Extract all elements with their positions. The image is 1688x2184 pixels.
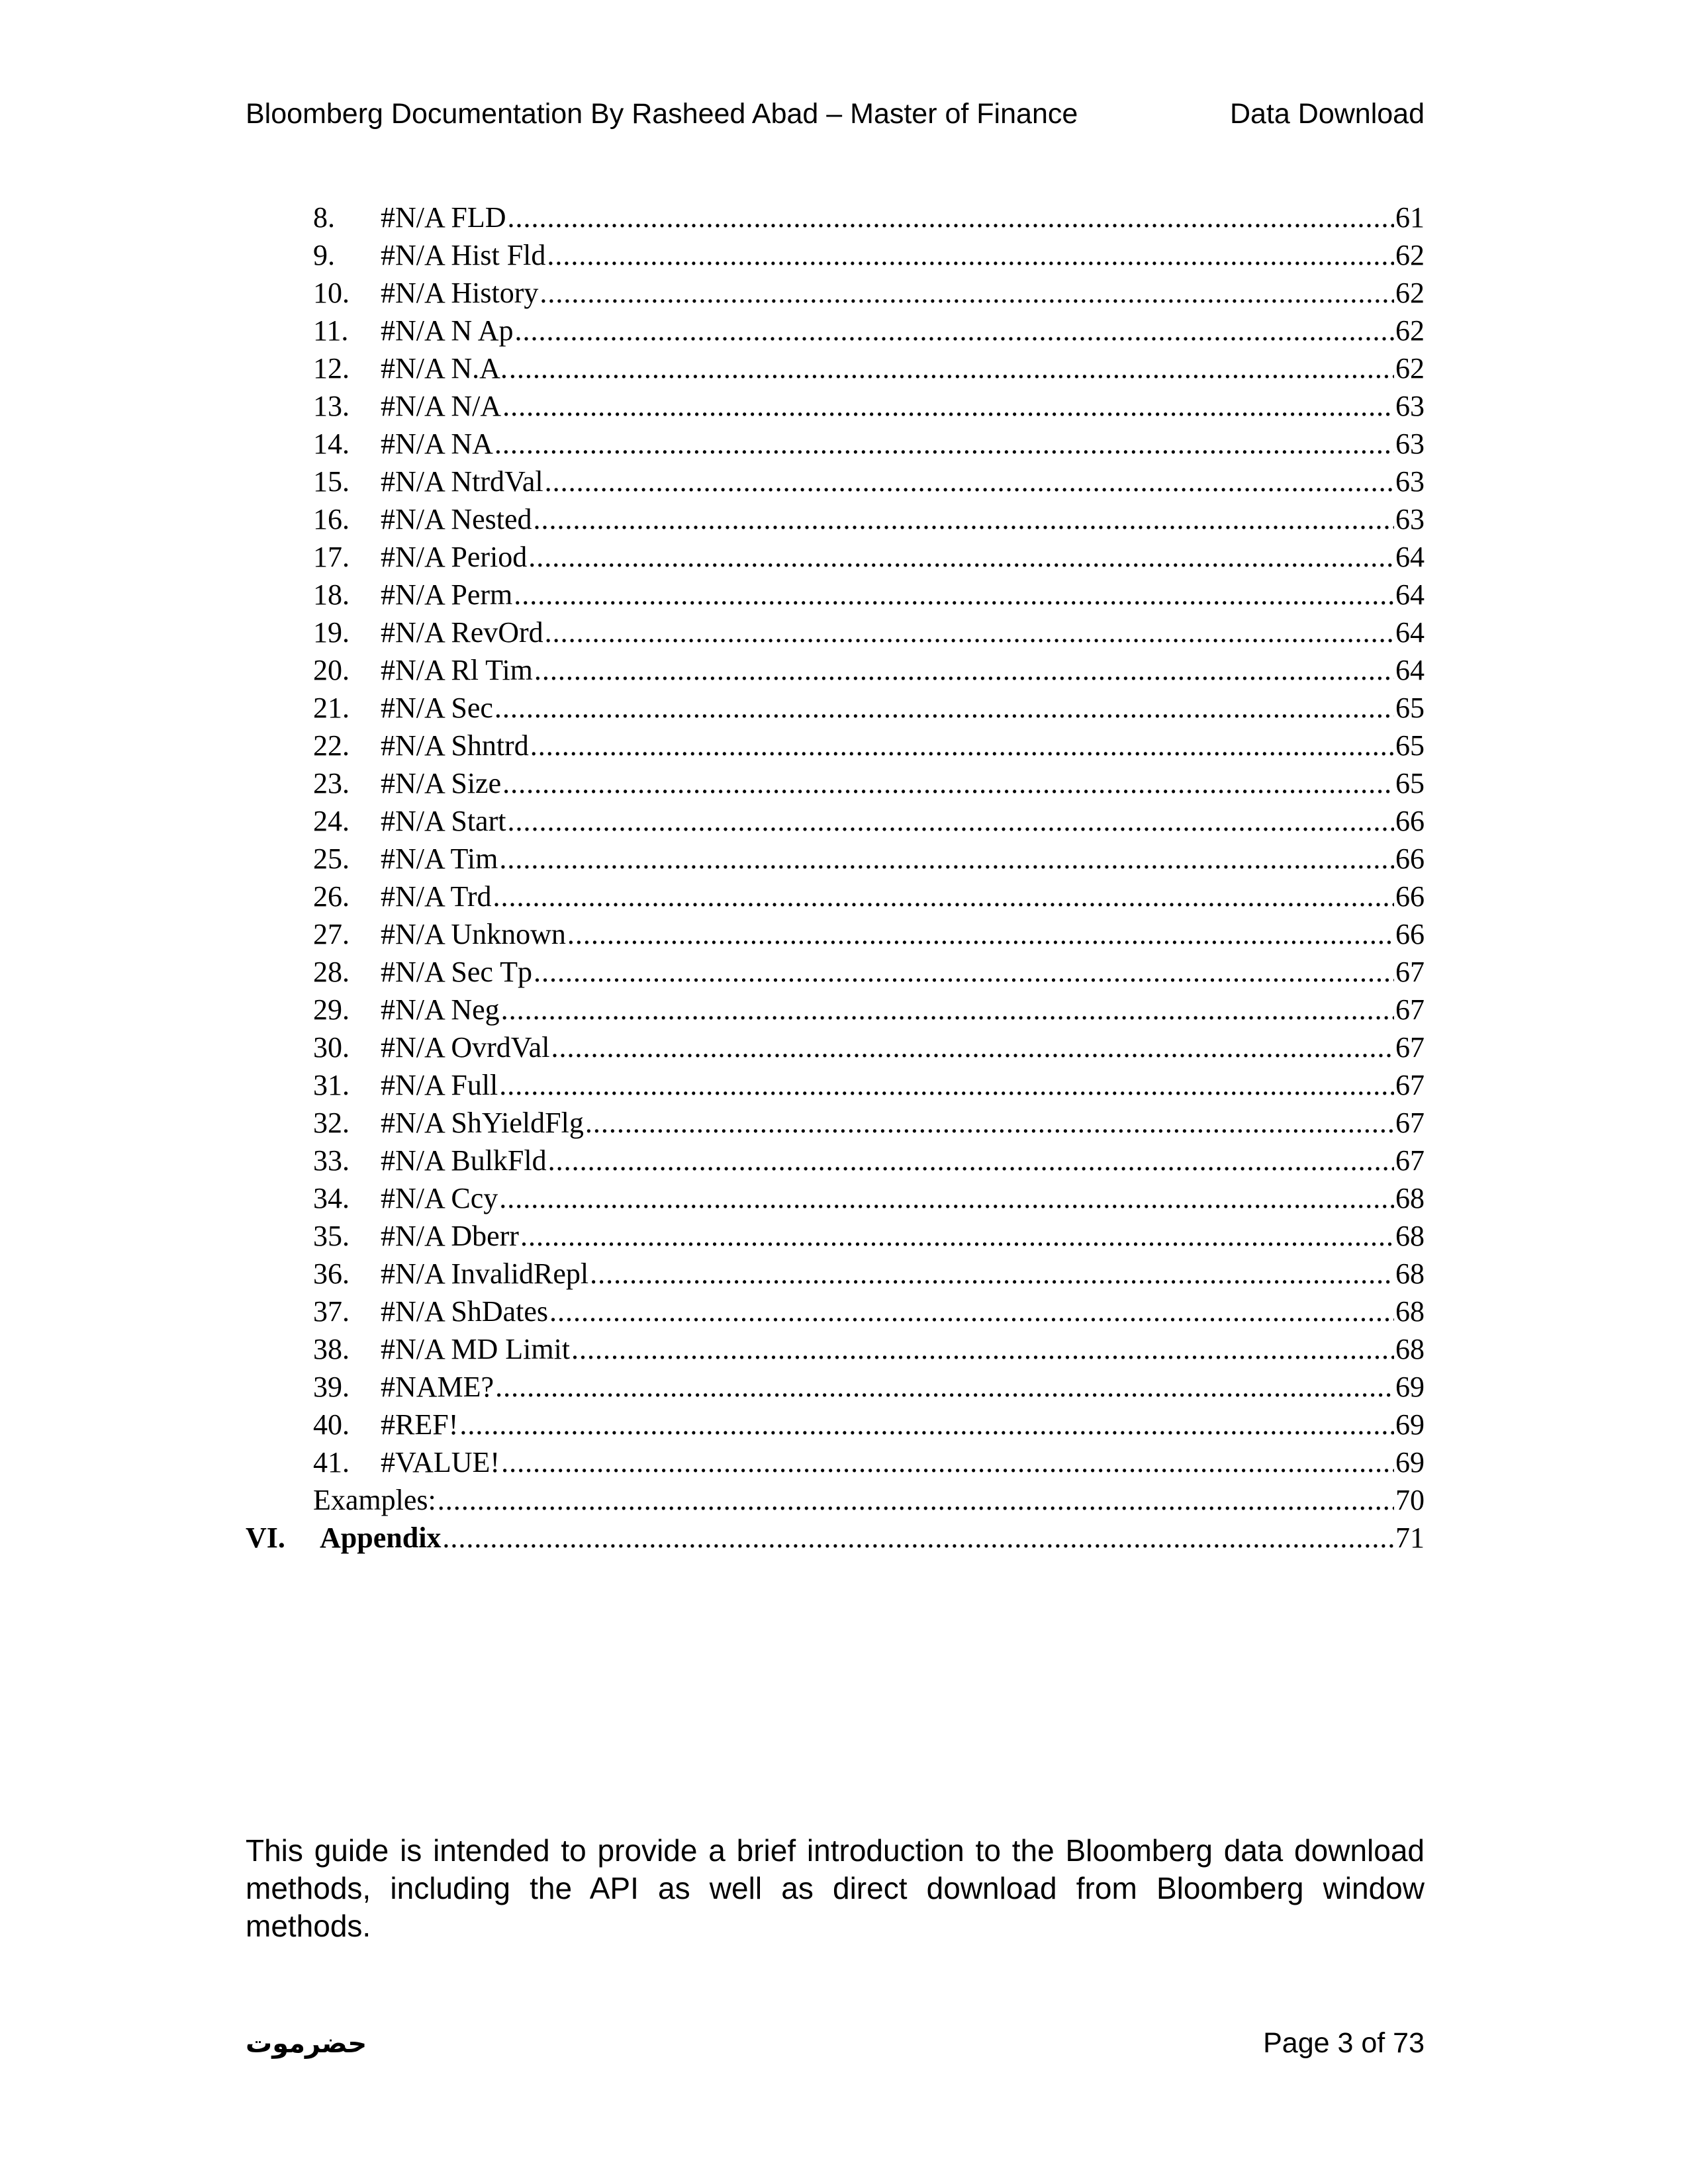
toc-entry-number: 36.: [313, 1257, 350, 1290]
dot-leader: [567, 915, 1394, 953]
toc-entry-number: 33.: [313, 1144, 350, 1177]
header-section: Data Download: [1229, 98, 1425, 130]
toc-entry-page: 67: [1395, 1107, 1425, 1139]
toc-entry-title: #N/A RevOrd: [381, 616, 543, 649]
toc-entry[interactable]: [246, 614, 1425, 651]
toc-entry-number: 39.: [313, 1371, 350, 1403]
dot-leader: [520, 1217, 1394, 1255]
toc-entry-number: 40.: [313, 1408, 350, 1441]
toc-entry-page: 64: [1395, 541, 1425, 573]
dot-leader: [502, 387, 1394, 425]
dot-leader: [551, 1028, 1394, 1066]
toc-entry[interactable]: [246, 1066, 1425, 1104]
toc-entry-title: #N/A Unknown: [381, 918, 566, 950]
dot-leader: [494, 689, 1394, 727]
toc-entry[interactable]: [246, 764, 1425, 802]
toc-entry-number: 9.: [313, 239, 335, 271]
toc-entry[interactable]: [246, 349, 1425, 387]
toc-entry-page: 69: [1395, 1408, 1425, 1441]
page-number: Page 3 of 73: [1263, 2027, 1425, 2059]
toc-entry[interactable]: [246, 1217, 1425, 1255]
toc-entry-page: 66: [1395, 805, 1425, 837]
toc-entry-page: 62: [1395, 277, 1425, 309]
toc-entry[interactable]: [246, 1406, 1425, 1443]
footer-arabic-text: حضرموت: [246, 2028, 367, 2059]
toc-entry-title: #N/A Tim: [381, 842, 498, 875]
dot-leader: [495, 1368, 1394, 1406]
toc-entry-page: 68: [1395, 1182, 1425, 1214]
toc-entry-number: 24.: [313, 805, 350, 837]
dot-leader: [459, 1406, 1394, 1443]
toc-entry-title: #N/A OvrdVal: [381, 1031, 550, 1064]
toc-entry-title: #N/A Hist Fld: [381, 239, 546, 271]
dot-leader: [585, 1104, 1394, 1142]
toc-entry[interactable]: [246, 1255, 1425, 1293]
toc-entry-title: #REF!: [381, 1408, 459, 1441]
dot-leader: [530, 727, 1394, 764]
table-of-contents: [246, 199, 1425, 1557]
toc-entry[interactable]: [246, 199, 1425, 236]
dot-leader: [534, 651, 1394, 689]
toc-entry-number: 15.: [313, 465, 350, 498]
toc-entry-title: #N/A Rl Tim: [381, 654, 533, 686]
toc-entry-title: #N/A Shntrd: [381, 729, 529, 762]
page-header: [246, 98, 1425, 130]
toc-entry-title: #N/A ShYieldFlg: [381, 1107, 584, 1139]
toc-entry-title: #N/A Sec: [381, 692, 493, 724]
toc-entry[interactable]: [246, 1104, 1425, 1142]
toc-entry-page: 63: [1395, 390, 1425, 422]
toc-entry-number: 34.: [313, 1182, 350, 1214]
toc-entry-number: 10.: [313, 277, 350, 309]
dot-leader: [534, 953, 1394, 991]
toc-entry-page: 69: [1395, 1371, 1425, 1403]
dot-leader: [545, 614, 1394, 651]
toc-entry-examples[interactable]: [246, 1481, 1425, 1519]
toc-entry-page: 67: [1395, 1144, 1425, 1177]
dot-leader: [501, 991, 1394, 1028]
toc-entry-number: 26.: [313, 880, 350, 913]
dot-leader: [438, 1481, 1394, 1519]
toc-entry[interactable]: [246, 840, 1425, 878]
toc-entry[interactable]: [246, 538, 1425, 576]
toc-entry-page: 69: [1395, 1446, 1425, 1479]
toc-entry-number: 31.: [313, 1069, 350, 1101]
toc-entry-title: #N/A N Ap: [381, 314, 514, 347]
toc-entry-page: 68: [1395, 1295, 1425, 1328]
toc-entry-number: 21.: [313, 692, 350, 724]
toc-entry-number: 16.: [313, 503, 350, 535]
toc-entry[interactable]: [246, 1293, 1425, 1330]
toc-entry-page: 65: [1395, 767, 1425, 799]
toc-entry-number: 41.: [313, 1446, 350, 1479]
toc-entry-page: 62: [1395, 239, 1425, 271]
toc-entry-title: #N/A NtrdVal: [381, 465, 543, 498]
dot-leader: [499, 1179, 1394, 1217]
toc-entry-page: 71: [1395, 1522, 1425, 1554]
toc-entry-title: #N/A FLD: [381, 201, 506, 234]
toc-entry[interactable]: [246, 651, 1425, 689]
toc-entry-page: 66: [1395, 880, 1425, 913]
toc-entry-number: 20.: [313, 654, 350, 686]
toc-entry[interactable]: [246, 689, 1425, 727]
toc-entry-number: 17.: [313, 541, 350, 573]
dot-leader: [514, 576, 1394, 614]
toc-entry-page: 67: [1395, 1031, 1425, 1064]
toc-entry-page: 67: [1395, 956, 1425, 988]
toc-entry-page: 68: [1395, 1257, 1425, 1290]
header-title: Bloomberg Documentation By Rasheed Abad – Master of Finance: [246, 98, 1078, 130]
toc-entry[interactable]: [246, 991, 1425, 1028]
toc-entry-number: 37.: [313, 1295, 350, 1328]
dot-leader: [547, 236, 1394, 274]
toc-entry-title: #N/A Trd: [381, 880, 492, 913]
toc-entry[interactable]: [246, 312, 1425, 349]
toc-entry-title: #N/A Size: [381, 767, 502, 799]
dot-leader: [507, 802, 1394, 840]
toc-entry-number: 14.: [313, 428, 350, 460]
toc-entry[interactable]: [246, 274, 1425, 312]
toc-entry-title: Examples:: [313, 1484, 436, 1516]
toc-entry-number: 18.: [313, 578, 350, 611]
dot-leader: [499, 840, 1394, 878]
toc-entry[interactable]: [246, 915, 1425, 953]
toc-entry-title: #N/A Sec Tp: [381, 956, 532, 988]
toc-entry-page: 67: [1395, 993, 1425, 1026]
toc-entry-title: #N/A History: [381, 277, 539, 309]
dot-leader: [528, 538, 1394, 576]
toc-entry-page: 68: [1395, 1333, 1425, 1365]
toc-entry-number: 11.: [313, 314, 349, 347]
toc-entry-number: 22.: [313, 729, 350, 762]
toc-entry-title: #N/A Ccy: [381, 1182, 498, 1214]
toc-entry-title: #N/A Start: [381, 805, 506, 837]
page-footer: [246, 2027, 1425, 2060]
toc-entry-title: #N/A InvalidRepl: [381, 1257, 589, 1290]
toc-entry[interactable]: [246, 463, 1425, 500]
toc-entry-page: 65: [1395, 692, 1425, 724]
toc-entry-title: #VALUE!: [381, 1446, 500, 1479]
dot-leader: [571, 1330, 1394, 1368]
toc-entry-page: 62: [1395, 314, 1425, 347]
toc-entry-number: 38.: [313, 1333, 350, 1365]
toc-entry-number: 23.: [313, 767, 350, 799]
toc-entry-number: 12.: [313, 352, 350, 385]
toc-entry-page: 64: [1395, 578, 1425, 611]
toc-entry-page: 61: [1395, 201, 1425, 234]
intro-paragraph: This guide is intended to provide a brief introduction to the Bloomberg data download methods, including the API as well as direct download from Bloomberg window methods.: [246, 1833, 1425, 1943]
toc-entry-title: #N/A MD Limit: [381, 1333, 571, 1365]
toc-entry-page: 66: [1395, 842, 1425, 875]
toc-entry-page: 65: [1395, 729, 1425, 762]
toc-entry-number: 13.: [313, 390, 350, 422]
toc-entry[interactable]: [246, 387, 1425, 425]
toc-entry[interactable]: [246, 1028, 1425, 1066]
toc-section-title: Appendix: [320, 1522, 442, 1554]
dot-leader: [501, 1443, 1394, 1481]
toc-entry[interactable]: [246, 727, 1425, 764]
dot-leader: [502, 764, 1394, 802]
toc-section-appendix[interactable]: [246, 1519, 1425, 1557]
dot-leader: [545, 463, 1394, 500]
toc-entry-page: 70: [1395, 1484, 1425, 1516]
toc-entry-title: #N/A BulkFld: [381, 1144, 547, 1177]
toc-entry-page: 64: [1395, 616, 1425, 649]
toc-entry-page: 66: [1395, 918, 1425, 950]
dot-leader: [493, 878, 1394, 915]
toc-entry-page: 62: [1395, 352, 1425, 385]
dot-leader: [548, 1142, 1394, 1179]
toc-entry-number: 30.: [313, 1031, 350, 1064]
toc-entry-number: 35.: [313, 1220, 350, 1252]
toc-entry[interactable]: [246, 953, 1425, 991]
toc-entry[interactable]: [246, 1368, 1425, 1406]
toc-entry-title: #N/A NA: [381, 428, 493, 460]
dot-leader: [509, 349, 1394, 387]
toc-entry-number: 19.: [313, 616, 350, 649]
toc-entry-number: 27.: [313, 918, 350, 950]
toc-entry-page: 64: [1395, 654, 1425, 686]
dot-leader: [549, 1293, 1394, 1330]
toc-entry-title: #NAME?: [381, 1371, 494, 1403]
dot-leader: [442, 1519, 1394, 1557]
toc-entry-title: #N/A Period: [381, 541, 528, 573]
toc-entry[interactable]: [246, 1443, 1425, 1481]
dot-leader: [514, 312, 1394, 349]
dot-leader: [590, 1255, 1394, 1293]
toc-entry-page: 63: [1395, 428, 1425, 460]
toc-entry[interactable]: [246, 802, 1425, 840]
toc-entry-title: #N/A Dberr: [381, 1220, 519, 1252]
toc-entry-page: 63: [1395, 503, 1425, 535]
toc-entry-number: 32.: [313, 1107, 350, 1139]
toc-entry[interactable]: [246, 1330, 1425, 1368]
toc-entry[interactable]: [246, 576, 1425, 614]
toc-entry[interactable]: [246, 236, 1425, 274]
toc-entry-title: #N/A N/A: [381, 390, 502, 422]
toc-section-number: VI.: [246, 1522, 285, 1554]
toc-entry[interactable]: [246, 425, 1425, 463]
dot-leader: [494, 425, 1394, 463]
toc-entry-title: #N/A Nested: [381, 503, 532, 535]
toc-entry-number: 28.: [313, 956, 350, 988]
dot-leader: [507, 199, 1394, 236]
dot-leader: [539, 274, 1394, 312]
toc-entry-title: #N/A Full: [381, 1069, 498, 1101]
toc-entry-title: #N/A ShDates: [381, 1295, 548, 1328]
toc-entry-number: 8.: [313, 201, 335, 234]
toc-entry-number: 25.: [313, 842, 350, 875]
toc-entry-page: 68: [1395, 1220, 1425, 1252]
toc-entry-title: #N/A Perm: [381, 578, 513, 611]
toc-entry-title: #N/A Neg: [381, 993, 500, 1026]
toc-entry-page: 63: [1395, 465, 1425, 498]
toc-entry[interactable]: [246, 1179, 1425, 1217]
dot-leader: [534, 500, 1394, 538]
toc-entry-page: 67: [1395, 1069, 1425, 1101]
dot-leader: [499, 1066, 1394, 1104]
toc-entry[interactable]: [246, 500, 1425, 538]
toc-entry-number: 29.: [313, 993, 350, 1026]
toc-entry-title: #N/A N.A.: [381, 352, 508, 385]
toc-entry[interactable]: [246, 878, 1425, 915]
toc-entry[interactable]: [246, 1142, 1425, 1179]
